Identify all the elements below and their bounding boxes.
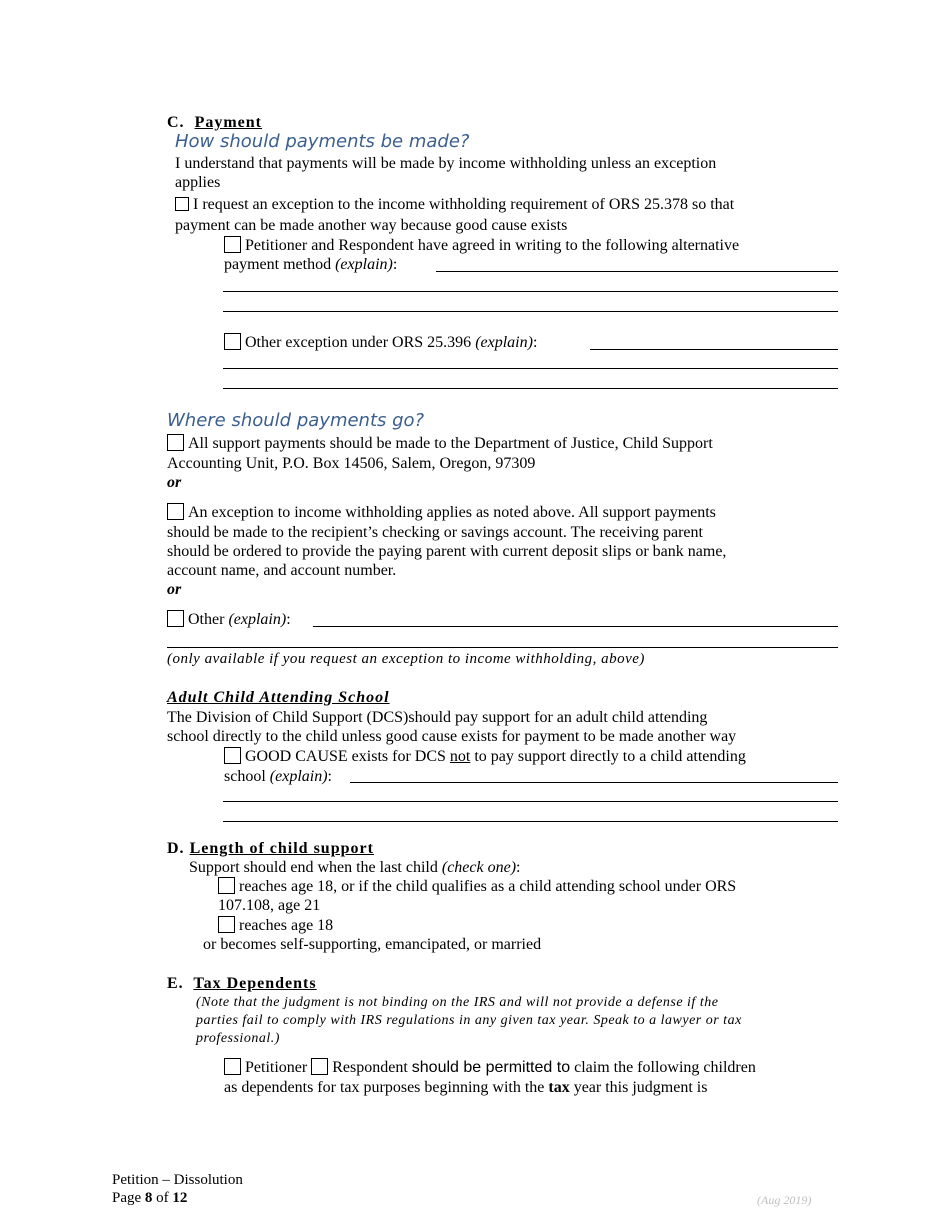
footer-form-name: Petition – Dissolution [112,1172,243,1188]
other-exception-line-3[interactable] [223,388,838,389]
other-destination-colon: : [286,611,291,628]
age-21-option-line1 [218,877,736,896]
withholding-text-line1: I understand that payments will be made by income withholding unless an exception [175,155,717,172]
other-destination-label: Other [188,611,229,628]
footer-version: (Aug 2019) [757,1193,812,1207]
only-available-note: (only available if you request an exception to income withholding, above) [167,651,645,667]
age-21-option-line2: 107.108, age 21 [218,897,321,914]
good-cause-explain: (explain) [269,768,328,785]
support-end-colon: : [516,859,521,876]
age-18-option [218,916,333,935]
agreed-explain-line-3[interactable] [223,311,838,312]
tax-respondent-label: Respondent [332,1059,408,1076]
account-option-line3: should be ordered to provide the paying parent with current deposit slips or bank name, [167,543,727,560]
agreed-explain-line-2[interactable] [223,291,838,292]
section-c-letter: C. [167,114,185,131]
adult-child-line2: school directly to the child unless good cause exists for payment to be made another way [167,728,737,745]
age-18-checkbox[interactable] [218,916,235,933]
tax-word: tax [548,1079,570,1096]
or-separator-1: or [167,474,182,491]
agreed-writing-colon: : [392,256,398,273]
other-destination-checkbox[interactable] [167,610,184,627]
other-exception-checkbox[interactable] [224,333,241,350]
tax-petitioner-label: Petitioner [245,1059,308,1076]
support-end-intro-text: Support should end when the last child [189,859,442,876]
other-destination-line-1[interactable] [313,626,838,627]
other-destination-line-2[interactable] [167,647,838,648]
section-d-letter: D. [167,840,185,857]
withholding-text-line2: applies [175,174,221,191]
support-end-intro [189,858,520,877]
good-cause-line-3[interactable] [223,821,838,822]
tax-note-line3: professional.) [196,1031,280,1046]
section-d-heading [167,839,374,858]
doj-option-line1 [167,434,713,453]
tax-claim-text: claim the following children [570,1059,756,1076]
age-21-label: reaches age 18, or if the child qualifies as a child attending school under ORS [239,878,737,895]
tax-note-line2: parties fail to comply with IRS regulations in any given tax year. Speak to a lawyer or tax [196,1013,742,1028]
tax-respondent-checkbox[interactable] [311,1058,328,1075]
other-exception-line-1[interactable] [590,349,838,350]
agreed-writing-line1 [224,236,739,255]
section-e-letter: E. [167,975,184,992]
exception-request-line2: payment can be made another way because good cause exists [175,217,568,234]
good-cause-checkbox[interactable] [224,747,241,764]
exception-request-line1 [175,195,734,214]
support-end-tail: or becomes self-supporting, emancipated, or married [203,936,542,953]
good-cause-colon: : [327,768,332,785]
exception-request-label: I request an exception to the income withholding requirement of ORS 25.378 so that [193,196,735,213]
agreed-writing-line2-text: payment method [224,256,336,273]
account-option-checkbox[interactable] [167,503,184,520]
other-exception-label: Other exception under ORS 25.396 [245,334,476,351]
tax-line2-text: as dependents for tax purposes beginning with the [224,1079,549,1096]
section-c-heading [167,113,262,132]
check-one-note: (check one) [441,859,517,876]
other-exception-row [224,333,537,352]
agreed-explain-line-1[interactable] [436,271,838,272]
agreed-writing-explain: (explain) [335,256,393,273]
tax-note-line1: (Note that the judgment is not binding on the IRS and will not provide a defense if the [196,995,719,1010]
good-cause-label-end: to pay support directly to a child attending [470,748,746,765]
section-e-heading [167,974,317,993]
agreed-writing-line2 [224,255,397,274]
account-option-line1 [167,503,716,522]
other-exception-colon: : [532,334,538,351]
other-exception-line-2[interactable] [223,368,838,369]
agreed-writing-checkbox[interactable] [224,236,241,253]
payment-method-question: How should payments be made? [175,131,470,152]
tax-dependent-line2 [224,1078,707,1097]
age-18-label: reaches age 18 [239,917,334,934]
other-exception-explain: (explain) [475,334,533,351]
age-21-checkbox[interactable] [218,877,235,894]
or-separator-2: or [167,581,182,598]
good-cause-not: not [449,748,471,765]
footer-page-total: 12 [172,1190,188,1206]
account-option-line2: should be made to the recipient’s checking or savings account. The receiving parent [167,524,703,541]
tax-should-text: should be permitted to [411,1059,571,1076]
other-destination-row [167,610,291,629]
payment-destination-question: Where should payments go? [167,410,425,431]
good-cause-label: GOOD CAUSE exists for DCS [245,748,450,765]
exception-request-checkbox[interactable] [175,197,189,211]
tax-petitioner-checkbox[interactable] [224,1058,241,1075]
footer-page-number [112,1189,187,1208]
section-c-title: Payment [194,114,262,131]
footer-page-label: Page [112,1190,145,1206]
good-cause-line2 [224,767,332,786]
footer-page-current: 8 [144,1190,153,1206]
doj-option-line2: Accounting Unit, P.O. Box 14506, Salem, Oregon, 97309 [167,455,536,472]
account-option-label: An exception to income withholding applies as noted above. All support payments [188,504,716,521]
adult-child-heading: Adult Child Attending School [167,689,390,706]
footer-of-label: of [152,1190,173,1206]
tax-dependent-line1 [224,1058,756,1077]
doj-option-checkbox[interactable] [167,434,184,451]
agreed-writing-label: Petitioner and Respondent have agreed in writing to the following alternative [245,237,740,254]
doj-option-label: All support payments should be made to the Department of Justice, Child Support [188,435,713,452]
section-d-title: Length of child support [189,840,374,857]
good-cause-line-2[interactable] [223,801,838,802]
tax-line2-end: year this judgment is [569,1079,708,1096]
good-cause-school: school [224,768,270,785]
account-option-line4: account name, and account number. [167,562,397,579]
good-cause-line-1[interactable] [350,782,838,783]
adult-child-line1: The Division of Child Support (DCS)should pay support for an adult child attending [167,709,708,726]
good-cause-line1 [224,747,746,766]
section-e-title: Tax Dependents [193,975,317,992]
other-destination-explain: (explain) [228,611,287,628]
